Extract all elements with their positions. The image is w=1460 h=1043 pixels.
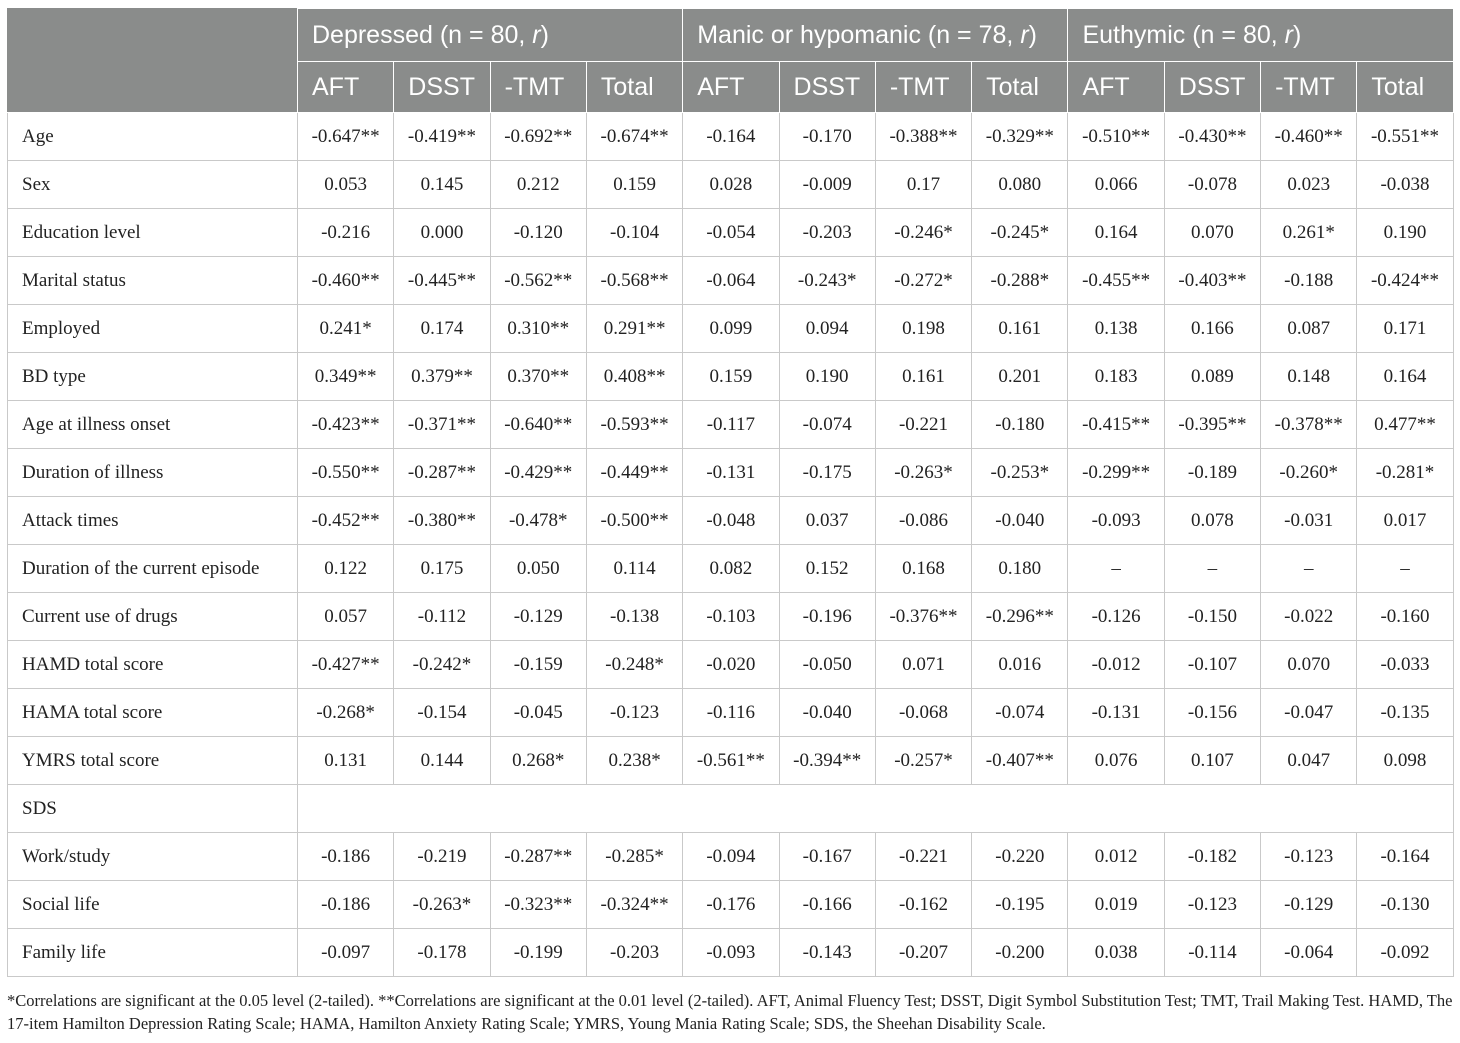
table-cell: -0.285* (586, 833, 682, 881)
table-cell: -0.170 (779, 113, 875, 161)
table-row (8, 161, 1454, 209)
table-cell: -0.040 (972, 497, 1068, 545)
table-cell: -0.020 (683, 641, 779, 689)
table-cell: 0.087 (1261, 305, 1357, 353)
section-spacer (298, 785, 1454, 833)
table-cell: -0.123 (1164, 881, 1260, 929)
table-cell: 0.080 (972, 161, 1068, 209)
table-cell: 0.159 (683, 353, 779, 401)
table-cell: – (1164, 545, 1260, 593)
table-cell: -0.078 (1164, 161, 1260, 209)
table-cell: -0.123 (1261, 833, 1357, 881)
table-cell: 0.370** (490, 353, 586, 401)
row-label: Marital status (8, 257, 298, 305)
table-row (8, 593, 1454, 641)
table-cell: 0.349** (298, 353, 394, 401)
table-cell: -0.221 (875, 401, 971, 449)
table-cell: 0.238* (586, 737, 682, 785)
table-cell: 0.066 (1068, 161, 1164, 209)
table-cell: 0.477** (1357, 401, 1453, 449)
table-row (8, 449, 1454, 497)
table-cell: -0.216 (298, 209, 394, 257)
table-footnote: *Correlations are significant at the 0.05 level (2-tailed). **Correlations are significant at the 0.01 level (2-tailed). AFT, Animal Fluency Test; DSST, Digit Symbol Substitution Test; TMT, Trail Making Test. HAMD, The 17-item Hamilton Depression Rating Scale; HAMA, Hamilton Anxiety Rating Scale; YMRS, Young Mania Rating Scale; SDS, the Sheehan Disability Scale. (7, 991, 1453, 1033)
table-cell: -0.107 (1164, 641, 1260, 689)
table-cell: -0.175 (779, 449, 875, 497)
row-label: Attack times (8, 497, 298, 545)
table-cell: -0.281* (1357, 449, 1453, 497)
table-cell: 0.082 (683, 545, 779, 593)
table-cell: -0.395** (1164, 401, 1260, 449)
table-cell: 0.212 (490, 161, 586, 209)
table-cell: 0.057 (298, 593, 394, 641)
table-cell: -0.242* (394, 641, 490, 689)
table-cell: -0.033 (1357, 641, 1453, 689)
table-cell: -0.324** (586, 881, 682, 929)
table-cell: 0.122 (298, 545, 394, 593)
table-cell: -0.550** (298, 449, 394, 497)
table-cell: -0.371** (394, 401, 490, 449)
table-cell: -0.388** (875, 113, 971, 161)
table-cell: 0.261* (1261, 209, 1357, 257)
table-cell: 0.161 (972, 305, 1068, 353)
table-cell: 0.168 (875, 545, 971, 593)
table-cell: -0.154 (394, 689, 490, 737)
table-cell: 0.017 (1357, 497, 1453, 545)
table-cell: 0.070 (1261, 641, 1357, 689)
table-cell: -0.130 (1357, 881, 1453, 929)
row-label: Age at illness onset (8, 401, 298, 449)
table-cell: -0.429** (490, 449, 586, 497)
table-cell: 0.17 (875, 161, 971, 209)
table-cell: -0.263* (875, 449, 971, 497)
table-cell: -0.103 (683, 593, 779, 641)
group-header-depressed: Depressed (n = 80, r) (298, 9, 683, 62)
table-cell: 0.053 (298, 161, 394, 209)
subheader-total: Total (1357, 62, 1453, 113)
table-cell: 0.071 (875, 641, 971, 689)
table-cell: -0.288* (972, 257, 1068, 305)
table-cell: -0.040 (779, 689, 875, 737)
table-cell: -0.455** (1068, 257, 1164, 305)
table-cell: 0.190 (779, 353, 875, 401)
table-cell: -0.117 (683, 401, 779, 449)
table-cell: -0.166 (779, 881, 875, 929)
table-cell: 0.291** (586, 305, 682, 353)
table-cell: 0.148 (1261, 353, 1357, 401)
table-cell: 0.144 (394, 737, 490, 785)
table-cell: -0.126 (1068, 593, 1164, 641)
table-cell: 0.161 (875, 353, 971, 401)
table-cell: -0.674** (586, 113, 682, 161)
table-cell: -0.135 (1357, 689, 1453, 737)
table-cell: -0.150 (1164, 593, 1260, 641)
row-label: Sex (8, 161, 298, 209)
row-label: BD type (8, 353, 298, 401)
table-cell: -0.203 (779, 209, 875, 257)
row-label: Employed (8, 305, 298, 353)
table-cell: -0.116 (683, 689, 779, 737)
table-cell: 0.012 (1068, 833, 1164, 881)
table-cell: 0.038 (1068, 929, 1164, 977)
table-cell: 0.183 (1068, 353, 1164, 401)
table-cell: 0.037 (779, 497, 875, 545)
section-label: SDS (8, 785, 298, 833)
table-cell: 0.016 (972, 641, 1068, 689)
table-cell: -0.167 (779, 833, 875, 881)
table-cell: -0.022 (1261, 593, 1357, 641)
table-cell: -0.220 (972, 833, 1068, 881)
table-cell: -0.186 (298, 833, 394, 881)
table-cell: -0.048 (683, 497, 779, 545)
table-cell: -0.129 (1261, 881, 1357, 929)
table-cell: -0.449** (586, 449, 682, 497)
row-label: HAMD total score (8, 641, 298, 689)
table-cell: -0.253* (972, 449, 1068, 497)
table-cell: – (1357, 545, 1453, 593)
table-cell: -0.593** (586, 401, 682, 449)
table-cell: -0.407** (972, 737, 1068, 785)
table-cell: 0.268* (490, 737, 586, 785)
table-row (8, 305, 1454, 353)
table-cell: -0.093 (1068, 497, 1164, 545)
table-row (8, 257, 1454, 305)
subheader-total: Total (586, 62, 682, 113)
table-cell: -0.287** (394, 449, 490, 497)
table-cell: -0.268* (298, 689, 394, 737)
table-cell: -0.500** (586, 497, 682, 545)
table-cell: -0.012 (1068, 641, 1164, 689)
table-cell: -0.452** (298, 497, 394, 545)
table-cell: 0.174 (394, 305, 490, 353)
table-cell: -0.246* (875, 209, 971, 257)
table-cell: -0.221 (875, 833, 971, 881)
table-cell: -0.112 (394, 593, 490, 641)
table-cell: -0.415** (1068, 401, 1164, 449)
table-cell: -0.376** (875, 593, 971, 641)
table-cell: 0.408** (586, 353, 682, 401)
table-row (8, 545, 1454, 593)
group-header-manic: Manic or hypomanic (n = 78, r) (683, 9, 1068, 62)
table-cell: 0.019 (1068, 881, 1164, 929)
table-cell: -0.568** (586, 257, 682, 305)
table-cell: -0.120 (490, 209, 586, 257)
table-cell: -0.378** (1261, 401, 1357, 449)
table-cell: -0.176 (683, 881, 779, 929)
table-cell: -0.064 (683, 257, 779, 305)
table-cell: -0.296** (972, 593, 1068, 641)
table-cell: -0.551** (1357, 113, 1453, 161)
row-label: Current use of drugs (8, 593, 298, 641)
table-cell: -0.257* (875, 737, 971, 785)
subheader-aft: AFT (298, 62, 394, 113)
table-cell: 0.089 (1164, 353, 1260, 401)
table-cell: -0.423** (298, 401, 394, 449)
table-cell: -0.131 (683, 449, 779, 497)
section-row (8, 785, 1454, 833)
table-cell: -0.380** (394, 497, 490, 545)
table-cell: 0.198 (875, 305, 971, 353)
table-cell: -0.178 (394, 929, 490, 977)
group-header-row (8, 9, 1454, 62)
table-cell: 0.152 (779, 545, 875, 593)
table-cell: -0.159 (490, 641, 586, 689)
table-cell: -0.248* (586, 641, 682, 689)
table-cell: -0.189 (1164, 449, 1260, 497)
table-cell: 0.241* (298, 305, 394, 353)
table-cell: -0.430** (1164, 113, 1260, 161)
table-cell: -0.097 (298, 929, 394, 977)
table-cell: -0.031 (1261, 497, 1357, 545)
table-cell: -0.068 (875, 689, 971, 737)
table-cell: 0.159 (586, 161, 682, 209)
table-cell: -0.562** (490, 257, 586, 305)
table-cell: -0.138 (586, 593, 682, 641)
row-label: Age (8, 113, 298, 161)
table-row (8, 833, 1454, 881)
table-cell: -0.272* (875, 257, 971, 305)
table-cell: 0.201 (972, 353, 1068, 401)
table-cell: 0.028 (683, 161, 779, 209)
table-cell: 0.076 (1068, 737, 1164, 785)
table-cell: 0.023 (1261, 161, 1357, 209)
table-cell: 0.145 (394, 161, 490, 209)
table-cell: 0.050 (490, 545, 586, 593)
table-cell: -0.647** (298, 113, 394, 161)
table-cell: -0.038 (1357, 161, 1453, 209)
table-cell: -0.094 (683, 833, 779, 881)
subheader-tmt: -TMT (1261, 62, 1357, 113)
table-body (8, 113, 1454, 977)
table-cell: -0.561** (683, 737, 779, 785)
table-cell: -0.064 (1261, 929, 1357, 977)
table-cell: -0.207 (875, 929, 971, 977)
table-cell: -0.162 (875, 881, 971, 929)
table-cell: -0.260* (1261, 449, 1357, 497)
table-cell: 0.164 (1357, 353, 1453, 401)
table-cell: -0.394** (779, 737, 875, 785)
table-cell: -0.199 (490, 929, 586, 977)
subheader-aft: AFT (683, 62, 779, 113)
table-row (8, 113, 1454, 161)
table-cell: 0.190 (1357, 209, 1453, 257)
table-cell: -0.160 (1357, 593, 1453, 641)
table-row (8, 401, 1454, 449)
table-cell: 0.310** (490, 305, 586, 353)
table-cell: -0.323** (490, 881, 586, 929)
table-cell: -0.263* (394, 881, 490, 929)
table-row (8, 929, 1454, 977)
table-cell: -0.287** (490, 833, 586, 881)
table-cell: -0.692** (490, 113, 586, 161)
table-cell: -0.182 (1164, 833, 1260, 881)
table-cell: -0.156 (1164, 689, 1260, 737)
table-cell: -0.104 (586, 209, 682, 257)
header-corner (8, 9, 298, 113)
table-cell: -0.424** (1357, 257, 1453, 305)
table-cell: -0.123 (586, 689, 682, 737)
table-row (8, 737, 1454, 785)
table-cell: 0.114 (586, 545, 682, 593)
table-cell: 0.099 (683, 305, 779, 353)
table-cell: 0.107 (1164, 737, 1260, 785)
table-cell: 0.379** (394, 353, 490, 401)
table-cell: -0.403** (1164, 257, 1260, 305)
table-cell: -0.203 (586, 929, 682, 977)
table-row (8, 881, 1454, 929)
table-row (8, 689, 1454, 737)
table-cell: -0.478* (490, 497, 586, 545)
table-cell: 0.078 (1164, 497, 1260, 545)
table-cell: -0.186 (298, 881, 394, 929)
group-header-euthymic: Euthymic (n = 80, r) (1068, 9, 1453, 62)
table-cell: 0.171 (1357, 305, 1453, 353)
table-cell: 0.138 (1068, 305, 1164, 353)
table-cell: -0.131 (1068, 689, 1164, 737)
table-cell: 0.094 (779, 305, 875, 353)
table-cell: -0.243* (779, 257, 875, 305)
table-cell: -0.640** (490, 401, 586, 449)
table-cell: -0.419** (394, 113, 490, 161)
table-cell: -0.047 (1261, 689, 1357, 737)
table-cell: -0.143 (779, 929, 875, 977)
row-label: Social life (8, 881, 298, 929)
table-cell: -0.219 (394, 833, 490, 881)
table-cell: -0.460** (298, 257, 394, 305)
table-cell: -0.045 (490, 689, 586, 737)
table-cell: 0.131 (298, 737, 394, 785)
table-cell: -0.093 (683, 929, 779, 977)
table-cell: -0.196 (779, 593, 875, 641)
row-label: YMRS total score (8, 737, 298, 785)
table-cell: -0.086 (875, 497, 971, 545)
table-cell: 0.180 (972, 545, 1068, 593)
subheader-total: Total (972, 62, 1068, 113)
table-cell: – (1068, 545, 1164, 593)
correlation-table (7, 8, 1454, 977)
table-cell: -0.180 (972, 401, 1068, 449)
subheader-aft: AFT (1068, 62, 1164, 113)
subheader-dsst: DSST (779, 62, 875, 113)
row-label: HAMA total score (8, 689, 298, 737)
table-cell: -0.074 (779, 401, 875, 449)
table-cell: -0.200 (972, 929, 1068, 977)
table-cell: -0.460** (1261, 113, 1357, 161)
table-cell: -0.050 (779, 641, 875, 689)
table-cell: -0.054 (683, 209, 779, 257)
table-cell: -0.510** (1068, 113, 1164, 161)
table-cell: -0.445** (394, 257, 490, 305)
table-cell: -0.299** (1068, 449, 1164, 497)
table-cell: 0.047 (1261, 737, 1357, 785)
subheader-dsst: DSST (1164, 62, 1260, 113)
row-label: Education level (8, 209, 298, 257)
table-cell: – (1261, 545, 1357, 593)
table-cell: 0.166 (1164, 305, 1260, 353)
table-cell: -0.114 (1164, 929, 1260, 977)
table-cell: -0.074 (972, 689, 1068, 737)
table-cell: -0.092 (1357, 929, 1453, 977)
table-row (8, 353, 1454, 401)
table-row (8, 497, 1454, 545)
subheader-dsst: DSST (394, 62, 490, 113)
table-cell: -0.164 (1357, 833, 1453, 881)
table-cell: -0.427** (298, 641, 394, 689)
row-label: Duration of illness (8, 449, 298, 497)
table-cell: 0.098 (1357, 737, 1453, 785)
table-cell: -0.329** (972, 113, 1068, 161)
table-cell: -0.195 (972, 881, 1068, 929)
table-cell: -0.164 (683, 113, 779, 161)
table-row (8, 209, 1454, 257)
correlation-table-container (7, 8, 1453, 977)
table-cell: -0.188 (1261, 257, 1357, 305)
table-cell: -0.009 (779, 161, 875, 209)
row-label: Family life (8, 929, 298, 977)
table-cell: 0.070 (1164, 209, 1260, 257)
table-cell: -0.129 (490, 593, 586, 641)
subheader-tmt: -TMT (875, 62, 971, 113)
table-cell: 0.175 (394, 545, 490, 593)
table-row (8, 641, 1454, 689)
table-cell: 0.164 (1068, 209, 1164, 257)
table-cell: -0.245* (972, 209, 1068, 257)
row-label: Duration of the current episode (8, 545, 298, 593)
table-cell: 0.000 (394, 209, 490, 257)
row-label: Work/study (8, 833, 298, 881)
subheader-tmt: -TMT (490, 62, 586, 113)
